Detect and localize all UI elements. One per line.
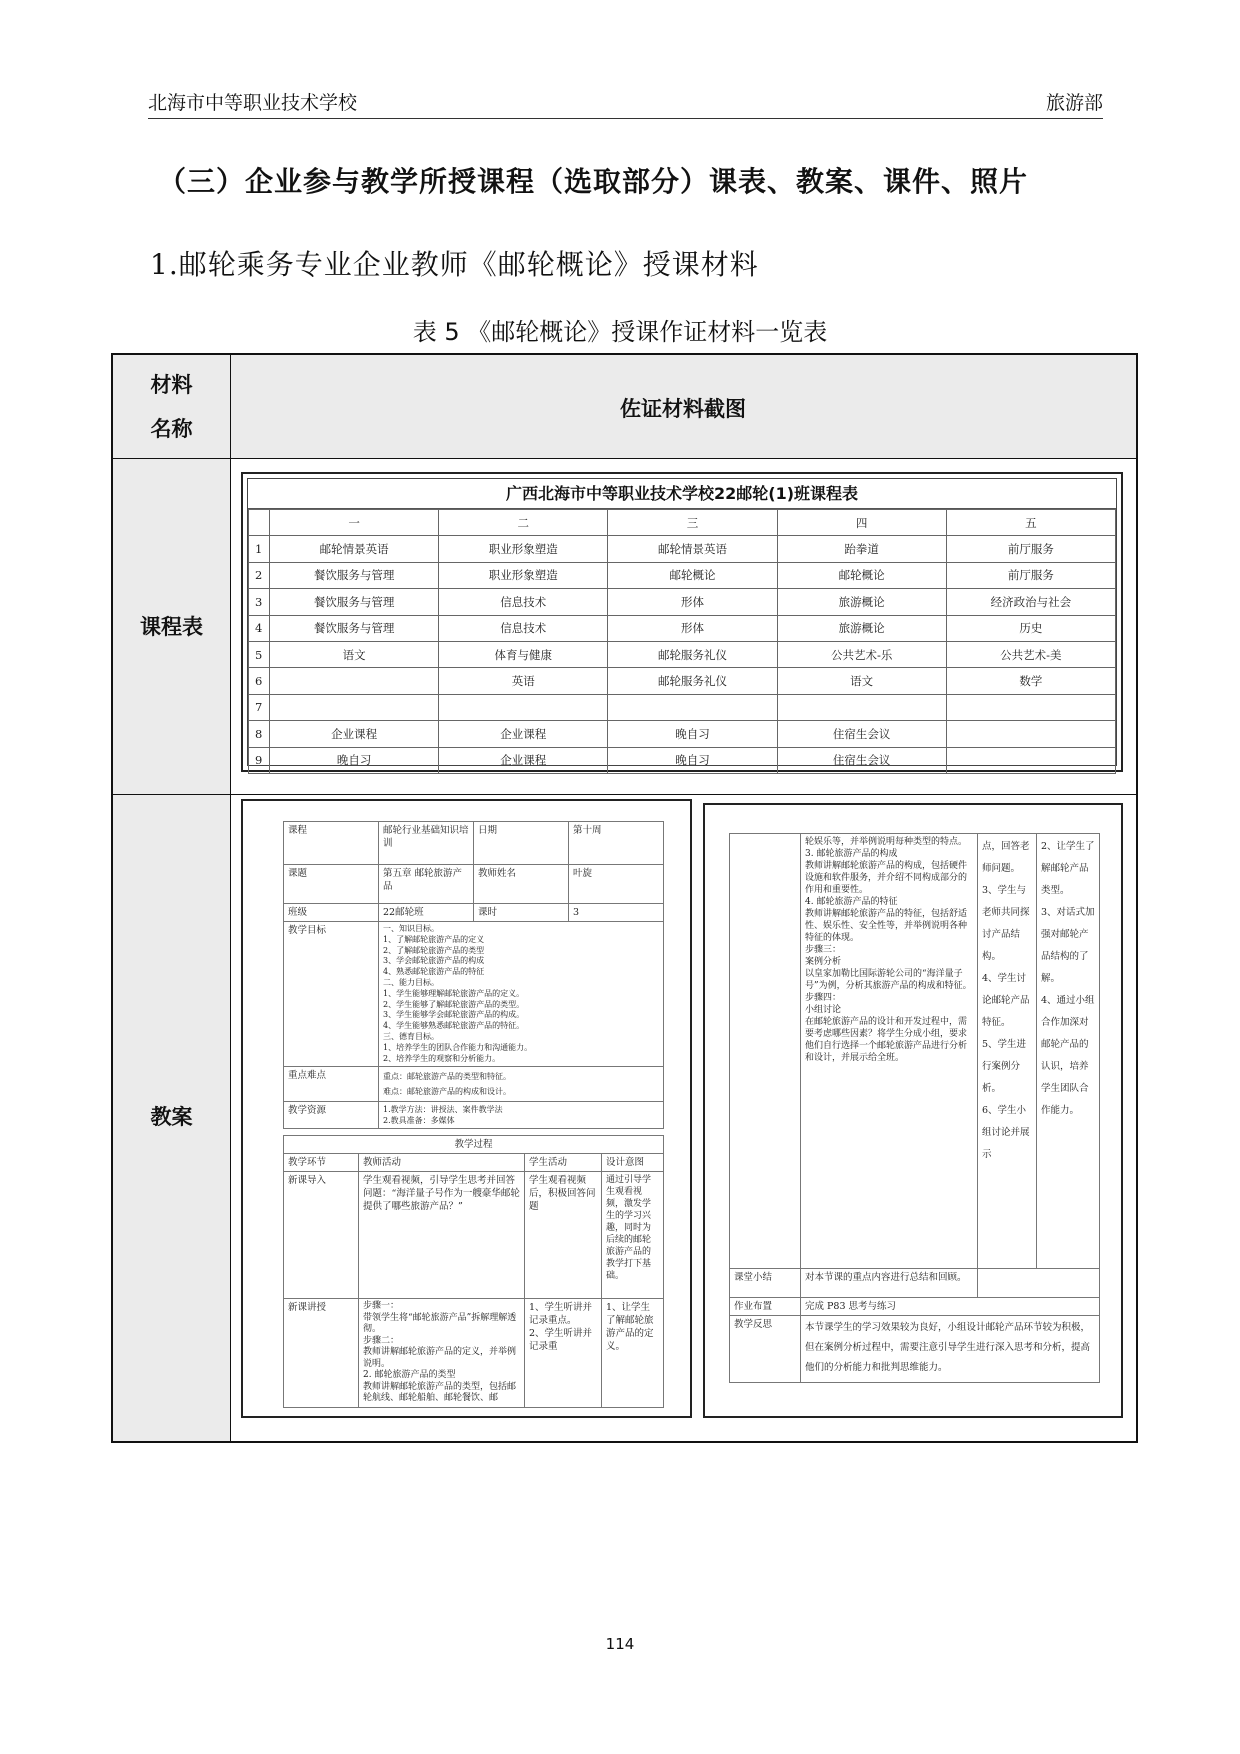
period-number: 5 bbox=[249, 641, 270, 667]
reflection-text: 本节课学生的学习效果较为良好，小组设计邮轮产品环节较为积极，但在案例分析过程中，需要注意引导学生进行深入思考和分析，提高他们的分析能力和批判思维能力。 bbox=[801, 1316, 1100, 1383]
schedule-cell: 信息技术 bbox=[439, 615, 608, 641]
schedule-title: 广西北海市中等职业技术学校22邮轮(1)班课程表 bbox=[248, 479, 1116, 509]
schedule-cell: 公共艺术-乐 bbox=[777, 641, 946, 667]
continued-design: 2、让学生了解邮轮产品类型。 3、对话式加强对邮轮产品结构的了解。 4、通过小组合作加深对邮轮产品的认识，培养学生团队合作能力。 bbox=[1037, 834, 1100, 1269]
period-number: 8 bbox=[249, 721, 270, 747]
course-label: 课程 bbox=[284, 822, 379, 865]
class-value: 22邮轮班 bbox=[379, 904, 474, 922]
col-student: 学生活动 bbox=[525, 1154, 602, 1172]
schedule-cell bbox=[777, 694, 946, 720]
schedule-row bbox=[249, 668, 1116, 694]
day-header: 二 bbox=[439, 510, 608, 536]
period-number: 4 bbox=[249, 615, 270, 641]
resources-label: 教学资源 bbox=[284, 1102, 379, 1129]
date-label: 日期 bbox=[474, 822, 569, 865]
day-header: 三 bbox=[608, 510, 777, 536]
col-step: 教学环节 bbox=[284, 1154, 359, 1172]
label-column bbox=[113, 458, 230, 1441]
header-evidence: 佐证材料截图 bbox=[620, 397, 746, 421]
schedule-cell: 体育与健康 bbox=[439, 641, 608, 667]
schedule-cell: 前厅服务 bbox=[946, 562, 1115, 588]
schedule-cell: 职业形象塑造 bbox=[439, 536, 608, 562]
period-number: 2 bbox=[249, 562, 270, 588]
schedule-cell bbox=[270, 694, 439, 720]
school-name: 北海市中等职业技术学校 bbox=[148, 92, 358, 114]
new-lesson-design: 1、让学生了解邮轮旅游产品的定义。 bbox=[602, 1299, 664, 1408]
schedule-row bbox=[249, 615, 1116, 641]
key-points-text: 重点：邮轮旅游产品的类型和特征。 难点：邮轮旅游产品的构成和设计。 bbox=[379, 1067, 664, 1102]
page-header bbox=[148, 88, 1103, 119]
schedule-cell: 邮轮概论 bbox=[608, 562, 777, 588]
schedule-cell: 经济政治与社会 bbox=[946, 589, 1115, 615]
schedule-cell: 旅游概论 bbox=[777, 615, 946, 641]
lesson-plan-table-1 bbox=[283, 821, 664, 1129]
schedule-row bbox=[249, 589, 1116, 615]
topic-label: 课题 bbox=[284, 865, 379, 904]
class-schedule-screenshot bbox=[241, 472, 1123, 772]
schedule-cell: 餐饮服务与管理 bbox=[270, 562, 439, 588]
table-caption: 表 5 《邮轮概论》授课作证材料一览表 bbox=[412, 318, 828, 346]
reflection-label: 教学反思 bbox=[730, 1316, 801, 1383]
process-label: 教学过程 bbox=[284, 1136, 664, 1154]
schedule-row bbox=[249, 694, 1116, 720]
day-header: 一 bbox=[270, 510, 439, 536]
page-number: 114 bbox=[605, 1635, 635, 1653]
row-label-lesson-plan: 教案 bbox=[150, 1105, 193, 1129]
schedule-cell: 信息技术 bbox=[439, 589, 608, 615]
schedule-cell: 企业课程 bbox=[270, 721, 439, 747]
period-number: 3 bbox=[249, 589, 270, 615]
schedule-cell: 形体 bbox=[608, 615, 777, 641]
schedule-cell: 餐饮服务与管理 bbox=[270, 589, 439, 615]
schedule-table bbox=[248, 509, 1116, 774]
key-points-label: 重点难点 bbox=[284, 1067, 379, 1102]
schedule-cell: 住宿生会议 bbox=[777, 747, 946, 773]
row-label-schedule: 课程表 bbox=[140, 615, 203, 639]
schedule-row bbox=[249, 562, 1116, 588]
day-header: 四 bbox=[777, 510, 946, 536]
schedule-cell: 企业课程 bbox=[439, 747, 608, 773]
goals-text: 一、知识目标。 1、了解邮轮旅游产品的定义 2、了解邮轮旅游产品的类型 3、学会邮轮旅游产品的构成 4、熟悉邮轮旅游产品的特征 二、能力目标。 1、学生能够理解邮轮旅游产品的定义。 2、学生能够了解邮轮旅游产品的类型。 3、学生能够学会邮轮旅游产品的构成。 4、学生能够熟悉邮轮旅游产品的特征。 三、德育目标。 1、培养学生的团队合作能力和沟通能力。 2、培养学生的观察和分析能力。 bbox=[379, 922, 664, 1067]
schedule-cell: 前厅服务 bbox=[946, 536, 1115, 562]
date-value: 第十周 bbox=[569, 822, 664, 865]
schedule-cell: 职业形象塑造 bbox=[439, 562, 608, 588]
period-number: 6 bbox=[249, 668, 270, 694]
schedule-row bbox=[249, 641, 1116, 667]
intro-student: 学生观看视频后，积极回答问题 bbox=[525, 1172, 602, 1299]
schedule-cell: 英语 bbox=[439, 668, 608, 694]
hours-label: 课时 bbox=[474, 904, 569, 922]
schedule-cell bbox=[608, 694, 777, 720]
continued-student: 点，回答老师问题。 3、学生与老师共同探讨产品结构。 4、学生讨论邮轮产品特征。 5、学生进行案例分析。 6、学生小组讨论并展示 bbox=[978, 834, 1037, 1269]
schedule-cell: 企业课程 bbox=[439, 721, 608, 747]
course-value: 邮轮行业基础知识培训 bbox=[379, 822, 474, 865]
schedule-cell: 邮轮情景英语 bbox=[608, 536, 777, 562]
col-teacher: 教师活动 bbox=[359, 1154, 525, 1172]
new-lesson-teacher: 步骤一： 带领学生将“邮轮旅游产品”拆解理解透彻。 步骤二： 教师讲解邮轮旅游产品的定义，并举例说明。 2. 邮轮旅游产品的类型 教师讲解邮轮旅游产品的类型，包括邮轮航线、邮轮船舶、邮轮餐饮、邮 bbox=[359, 1299, 525, 1408]
schedule-cell: 跆拳道 bbox=[777, 536, 946, 562]
schedule-cell: 历史 bbox=[946, 615, 1115, 641]
teacher-value: 叶旋 bbox=[569, 865, 664, 904]
schedule-cell: 数学 bbox=[946, 668, 1115, 694]
schedule-cell: 邮轮服务礼仪 bbox=[608, 668, 777, 694]
intro-design: 通过引导学生观看视频，激发学生的学习兴趣，同时为后续的邮轮旅游产品的教学打下基础。 bbox=[602, 1172, 664, 1299]
schedule-cell: 邮轮服务礼仪 bbox=[608, 641, 777, 667]
hours-value: 3 bbox=[569, 904, 664, 922]
col-design: 设计意图 bbox=[602, 1154, 664, 1172]
schedule-cell: 晚自习 bbox=[270, 747, 439, 773]
lesson-plan-table-2 bbox=[729, 833, 1100, 1383]
resources-text: 1.教学方法：讲授法、案件教学法 2.教具准备：多媒体 bbox=[379, 1102, 664, 1129]
summary-text: 对本节课的重点内容进行总结和回顾。 bbox=[801, 1269, 978, 1298]
schedule-cell: 住宿生会议 bbox=[777, 721, 946, 747]
schedule-cell bbox=[946, 721, 1115, 747]
schedule-cell: 公共艺术-美 bbox=[946, 641, 1115, 667]
header-material-line1: 材料 bbox=[150, 373, 193, 397]
schedule-cell bbox=[270, 668, 439, 694]
schedule-cell bbox=[946, 747, 1115, 773]
subsection-title: 1.邮轮乘务专业企业教师《邮轮概论》授课材料 bbox=[150, 248, 759, 281]
schedule-cell: 旅游概论 bbox=[777, 589, 946, 615]
teacher-label: 教师姓名 bbox=[474, 865, 569, 904]
lesson-plan-process-table bbox=[283, 1135, 664, 1408]
intro-teacher: 学生观看视频，引导学生思考并回答问题：“海洋量子号作为一艘豪华邮轮提供了哪些旅游产品？” bbox=[359, 1172, 525, 1299]
day-header: 五 bbox=[946, 510, 1115, 536]
schedule-cell: 语文 bbox=[777, 668, 946, 694]
schedule-cell bbox=[946, 694, 1115, 720]
schedule-cell: 语文 bbox=[270, 641, 439, 667]
topic-value: 第五章 邮轮旅游产品 bbox=[379, 865, 474, 904]
class-label: 班级 bbox=[284, 904, 379, 922]
homework-label: 作业布置 bbox=[730, 1298, 801, 1316]
schedule-cell: 晚自习 bbox=[608, 747, 777, 773]
header-material-line2: 名称 bbox=[150, 417, 193, 441]
schedule-cell: 餐饮服务与管理 bbox=[270, 615, 439, 641]
department-name: 旅游部 bbox=[1045, 92, 1103, 114]
schedule-cell: 形体 bbox=[608, 589, 777, 615]
schedule-day-row bbox=[249, 510, 1116, 536]
schedule-cell bbox=[439, 694, 608, 720]
period-number: 1 bbox=[249, 536, 270, 562]
section-title: （三）企业参与教学所授课程（选取部分）课表、教案、课件、照片 bbox=[158, 165, 1029, 198]
goals-label: 教学目标 bbox=[284, 922, 379, 1067]
schedule-cell: 晚自习 bbox=[608, 721, 777, 747]
homework-text: 完成 P83 思考与练习 bbox=[801, 1298, 1100, 1316]
schedule-row bbox=[249, 536, 1116, 562]
schedule-cell: 邮轮情景英语 bbox=[270, 536, 439, 562]
schedule-row bbox=[249, 721, 1116, 747]
period-number: 9 bbox=[249, 747, 270, 773]
intro-label: 新课导入 bbox=[284, 1172, 359, 1299]
period-number: 7 bbox=[249, 694, 270, 720]
new-lesson-student: 1、学生听讲并记录重点。 2、学生听讲并记录重 bbox=[525, 1299, 602, 1408]
new-lesson-label: 新课讲授 bbox=[284, 1299, 359, 1408]
lesson-plan-page-2 bbox=[703, 803, 1123, 1418]
schedule-cell: 邮轮概论 bbox=[777, 562, 946, 588]
summary-label: 课堂小结 bbox=[730, 1269, 801, 1298]
lesson-plan-page-1 bbox=[241, 799, 692, 1418]
schedule-row bbox=[249, 747, 1116, 773]
continued-teacher: 轮娱乐等，并举例说明每种类型的特点。 3. 邮轮旅游产品的构成 教师讲解邮轮旅游产品的构成，包括硬件设施和软件服务，并介绍不同构成部分的作用和重要性。 4. 邮轮旅游产品的特征 教师讲解邮轮旅游产品的特征，包括舒适性、娱乐性、安全性等，并举例说明各种特征的体现。 步骤三： 案例分析 以皇家加勒比国际游轮公司的“海洋量子号”为例，分析其旅游产品的构成和特征。 步骤四： 小组讨论 在邮轮旅游产品的设计和开发过程中，需要考虑哪些因素？将学生分成小组，要求他们自行选择一个邮轮旅游产品进行分析和设计，并展示给全班。 bbox=[801, 834, 978, 1269]
